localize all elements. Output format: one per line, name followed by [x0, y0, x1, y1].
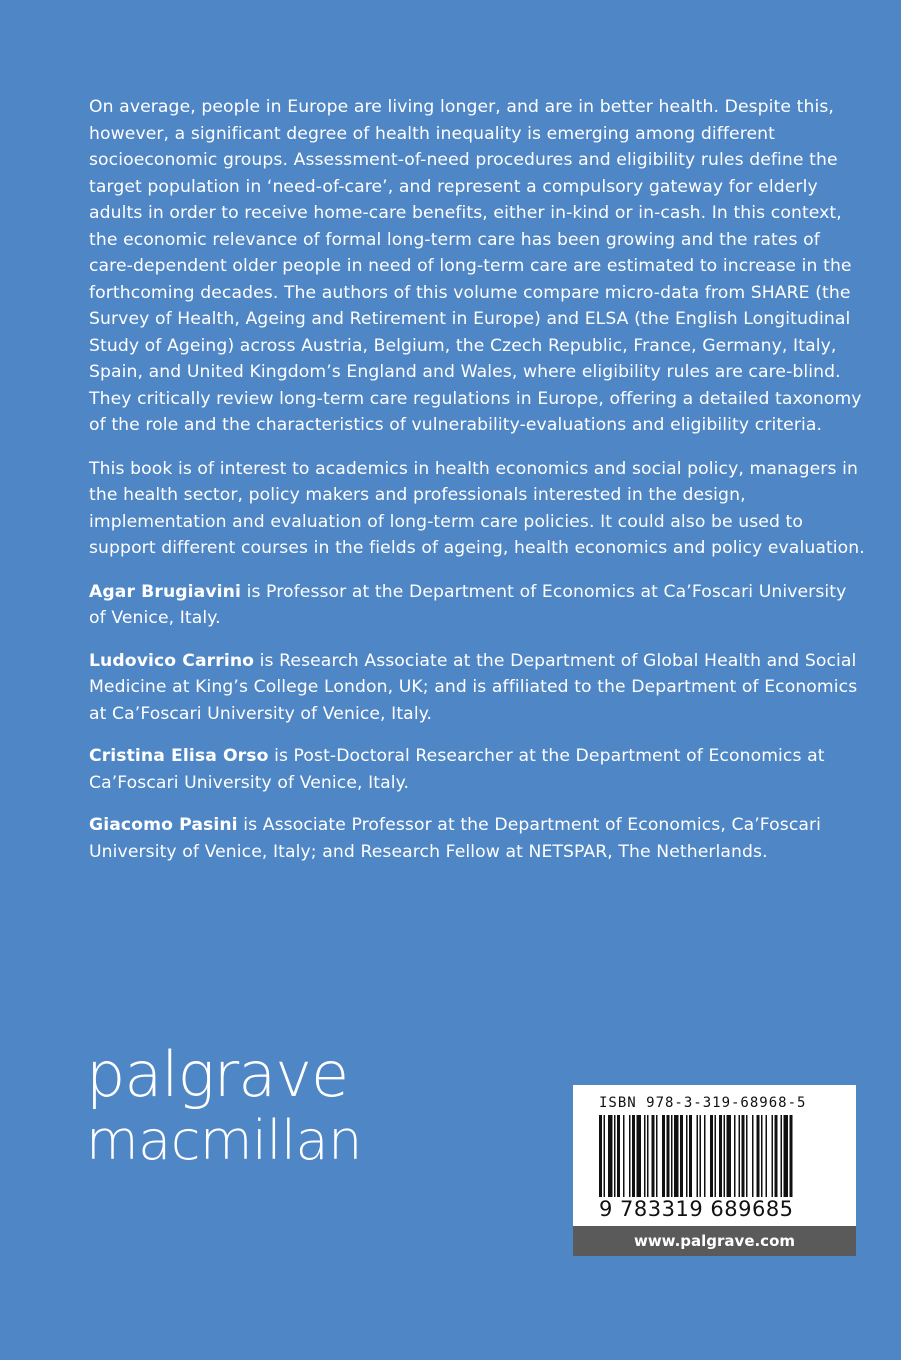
- author-bio-text: is Research Associate at the Department of Global Health and Social Medicine at King’s College London, UK; and is affiliated to the Department of Economics at Ca’Foscari University of Venice, Italy.: [89, 650, 858, 724]
- description-paragraph-2: This book is of interest to academics in health economics and social policy, managers in the health sector, policy makers and professionals interested in the design, implementation and evaluation of long-term care policies. It could also be used to support different courses in the fields of ageing, health economics and policy evaluation.: [89, 458, 865, 558]
- author-bio-text: is Post-Doctoral Researcher at the Department of Economics at Ca’Foscari University of Venice, Italy.: [89, 746, 825, 793]
- author-bio-text: is Associate Professor at the Department of Economics, Ca’Foscari University of Venice, Italy; and Research Fellow at NETSPAR, The Netherlands.: [89, 815, 822, 862]
- barcode-bar: [617, 1115, 620, 1197]
- barcode-bar: [784, 1115, 789, 1197]
- barcode-bar: [775, 1115, 778, 1197]
- barcode-digits: 9 783319 689685: [599, 1197, 794, 1221]
- barcode-bar: [700, 1115, 702, 1197]
- barcode-bar: [632, 1115, 635, 1197]
- barcode-bar: [715, 1115, 717, 1197]
- author-bio: [89, 743, 865, 796]
- barcode-bar: [742, 1115, 745, 1197]
- author-bio: [89, 812, 865, 865]
- barcode-bar: [746, 1115, 748, 1197]
- author-bio: [89, 648, 865, 728]
- barcode-bar: [656, 1115, 658, 1197]
- author-name: Ludovico Carrino: [89, 650, 255, 671]
- barcode-bar: [608, 1115, 613, 1197]
- barcode-bar: [623, 1115, 625, 1197]
- barcode-bar: [724, 1115, 726, 1197]
- barcode-bar: [689, 1115, 692, 1197]
- isbn-barcode-box: [573, 1085, 856, 1226]
- barcode-bar: [652, 1115, 655, 1197]
- barcode-bar: [599, 1115, 602, 1197]
- author-name: Cristina Elisa Orso: [89, 746, 269, 766]
- barcode-bar: [739, 1115, 741, 1197]
- barcode-bar: [772, 1115, 774, 1197]
- barcode-bar: [637, 1115, 642, 1197]
- logo-palgrave: palgrave: [86, 1038, 349, 1111]
- barcode-bar: [629, 1115, 631, 1197]
- barcode-bar: [704, 1115, 706, 1197]
- author-name: Giacomo Pasini: [89, 815, 238, 835]
- barcode-bar: [667, 1115, 670, 1197]
- barcode-bar: [727, 1115, 732, 1197]
- barcode-bar: [671, 1115, 673, 1197]
- barcode-bar: [734, 1115, 736, 1197]
- barcode-bar: [614, 1115, 616, 1197]
- author-bio-text: is Professor at the Department of Economics at Ca’Foscari University of Venice, Italy.: [89, 581, 847, 628]
- barcode-bar: [680, 1115, 683, 1197]
- back-cover-text: [89, 94, 865, 881]
- barcode-bar: [697, 1115, 699, 1197]
- barcode-bar: [662, 1115, 665, 1197]
- barcode-bar: [644, 1115, 646, 1197]
- barcode-bar: [790, 1115, 793, 1197]
- barcode-bar: [674, 1115, 679, 1197]
- logo-macmillan: macmillan: [86, 1109, 362, 1172]
- barcode-bar: [766, 1115, 768, 1197]
- isbn-label: ISBN 978-3-319-68968-5: [599, 1095, 807, 1111]
- author-bio: [89, 579, 865, 632]
- barcode-bar: [710, 1115, 713, 1197]
- barcode-bar: [761, 1115, 763, 1197]
- barcode-bar: [686, 1115, 688, 1197]
- description-paragraph-1: On average, people in Europe are living longer, and are in better health. Despite this, however, a significant degree of health inequality is emerging among different socioeconomic groups. Assessment-of-need procedures and eligibility rules define the target population in ‘need-of-care’, and represent a compulsory gateway for elderly adults in order to receive home-care benefits, either in-kind or in-cash. In this context, the economic relevance of formal long-term care has been growing and the rates of care-dependent older people in need of long-term care are estimated to increase in the forthcoming decades. The authors of this volume compare micro-data from SHARE (the Survey of Health, Ageing and Retirement in Europe) and ELSA (the English Longitudinal Study of Ageing) across Austria, Belgium, the Czech Republic, France, Germany, Italy, Spain, and United Kingdom’s England and Wales, where eligibility rules are care-blind. They critically review long-term care regulations in Europe, offering a detailed taxonomy of the role and the characteristics of vulnerability-evaluations and eligibility criteria.: [89, 97, 862, 435]
- barcode-bar: [752, 1115, 754, 1197]
- publisher-logo: [86, 1040, 362, 1172]
- author-name: Agar Brugiavini: [89, 581, 241, 602]
- barcode-bar: [604, 1115, 606, 1197]
- barcode-bar: [647, 1115, 649, 1197]
- barcode-bar: [781, 1115, 783, 1197]
- barcode-bar: [757, 1115, 760, 1197]
- barcode-bar: [719, 1115, 722, 1197]
- barcode-icon: [599, 1115, 831, 1197]
- publisher-website: www.palgrave.com: [573, 1226, 856, 1256]
